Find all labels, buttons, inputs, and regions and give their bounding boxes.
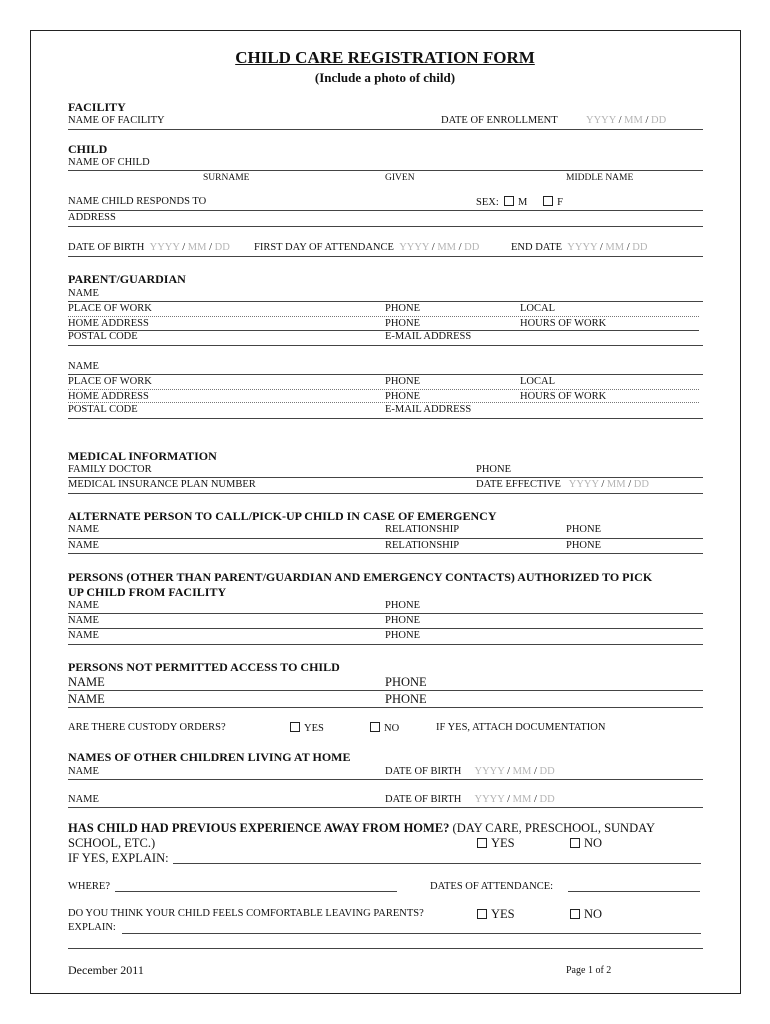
not-permitted2-phone-label: PHONE: [385, 692, 427, 706]
dates-attendance-label: DATES OF ATTENDANCE:: [430, 881, 554, 892]
other-children-heading: NAMES OF OTHER CHILDREN LIVING AT HOME: [68, 750, 351, 764]
effective-date-placeholder[interactable]: YYYY / MM / DD: [568, 479, 649, 490]
parent1-hours-label: HOURS OF WORK: [520, 318, 607, 329]
first-day-placeholder[interactable]: YYYY / MM / DD: [399, 242, 480, 253]
given-caption: GIVEN: [385, 173, 415, 183]
parent2-work-label: PLACE OF WORK: [68, 376, 152, 387]
experience-explain-label: IF YES, EXPLAIN:: [68, 851, 169, 865]
authorized1-line[interactable]: [68, 613, 703, 614]
parent1-home-phone-label: PHONE: [385, 318, 421, 329]
parent1-name-label: NAME: [68, 288, 99, 299]
responds-to-label: NAME CHILD RESPONDS TO: [68, 196, 207, 207]
form-subtitle: (Include a photo of child): [314, 70, 456, 85]
insurance-label: MEDICAL INSURANCE PLAN NUMBER: [68, 479, 256, 490]
facility-line[interactable]: [68, 129, 703, 130]
parent1-work-phone-label: PHONE: [385, 303, 421, 314]
parent1-postal-line[interactable]: [68, 345, 703, 346]
doctor-line[interactable]: [68, 477, 703, 478]
other-child1-line[interactable]: [68, 779, 703, 780]
authorized2-phone-label: PHONE: [385, 615, 421, 626]
parent2-home-phone-label: PHONE: [385, 391, 421, 402]
comfort-explain-label: EXPLAIN:: [68, 922, 116, 933]
parent2-email-label: E-MAIL ADDRESS: [385, 404, 472, 415]
alternate1-relationship-label: RELATIONSHIP: [385, 524, 460, 535]
parent2-work-line[interactable]: [68, 389, 699, 390]
alternate2-name-label: NAME: [68, 540, 99, 551]
medical-heading: MEDICAL INFORMATION: [68, 449, 217, 463]
not-permitted-heading: PERSONS NOT PERMITTED ACCESS TO CHILD: [68, 660, 340, 674]
child-name-line[interactable]: [68, 170, 703, 171]
parent1-work-label: PLACE OF WORK: [68, 303, 152, 314]
parent2-name-line[interactable]: [68, 374, 703, 375]
where-line[interactable]: [115, 891, 397, 892]
comfort-no-option: NO: [570, 907, 602, 922]
not-permitted2-name-label: NAME: [68, 692, 105, 706]
parent1-home-line[interactable]: [68, 330, 699, 331]
male-checkbox[interactable]: [504, 196, 514, 206]
not-permitted1-line[interactable]: [68, 690, 703, 691]
address-line[interactable]: [68, 226, 703, 227]
dates-attendance-line[interactable]: [568, 891, 700, 892]
dates-line[interactable]: [68, 256, 703, 257]
parent1-home-label: HOME ADDRESS: [68, 318, 149, 329]
comfort-extra-line[interactable]: [68, 948, 703, 949]
other-child2-dob-placeholder[interactable]: YYYY / MM / DD: [474, 794, 555, 805]
enrollment-date-label: DATE OF ENROLLMENT: [441, 115, 558, 126]
alternate2-phone-label: PHONE: [566, 540, 602, 551]
doctor-phone-label: PHONE: [476, 464, 512, 475]
child-heading: CHILD: [68, 142, 108, 156]
not-permitted2-line[interactable]: [68, 707, 703, 708]
custody-yes-checkbox[interactable]: [290, 722, 300, 732]
not-permitted1-phone-label: PHONE: [385, 675, 427, 689]
authorized3-name-label: NAME: [68, 630, 99, 641]
parent1-postal-label: POSTAL CODE: [68, 331, 138, 342]
authorized-heading-line1: PERSONS (OTHER THAN PARENT/GUARDIAN AND EMERGENCY CONTACTS) AUTHORIZED TO PICK: [68, 570, 653, 584]
form-title: CHILD CARE REGISTRATION FORM: [235, 48, 535, 67]
authorized3-line[interactable]: [68, 644, 703, 645]
experience-no-option: NO: [570, 836, 602, 851]
first-day-field: FIRST DAY OF ATTENDANCE YYYY / MM / DD: [254, 242, 480, 253]
surname-caption: SURNAME: [203, 173, 250, 183]
female-checkbox[interactable]: [543, 196, 553, 206]
alternate1-phone-label: PHONE: [566, 524, 602, 535]
other-child1-name-label: NAME: [68, 766, 99, 777]
parent2-postal-line[interactable]: [68, 418, 703, 419]
insurance-line[interactable]: [68, 493, 703, 494]
parent1-email-label: E-MAIL ADDRESS: [385, 331, 472, 342]
parent1-work-line[interactable]: [68, 316, 699, 317]
other-child2-line[interactable]: [68, 807, 703, 808]
authorized3-phone-label: PHONE: [385, 630, 421, 641]
parent2-home-label: HOME ADDRESS: [68, 391, 149, 402]
end-date-field: END DATE YYYY / MM / DD: [511, 242, 648, 253]
other-child1-dob-field: DATE OF BIRTH YYYY / MM / DD: [385, 766, 555, 777]
experience-yes-option: YES: [477, 836, 515, 851]
facility-heading: FACILITY: [68, 100, 126, 114]
dob-placeholder[interactable]: YYYY / MM / DD: [149, 242, 230, 253]
comfort-no-checkbox[interactable]: [570, 909, 580, 919]
parent-heading: PARENT/GUARDIAN: [68, 272, 186, 286]
comfort-question: DO YOU THINK YOUR CHILD FEELS COMFORTABLE LEAVING PARENTS?: [68, 908, 424, 919]
custody-question: ARE THERE CUSTODY ORDERS?: [68, 722, 226, 733]
experience-yes-checkbox[interactable]: [477, 838, 487, 848]
where-label: WHERE?: [68, 881, 110, 892]
authorized2-line[interactable]: [68, 628, 703, 629]
parent2-home-line[interactable]: [68, 402, 699, 403]
enrollment-date-placeholder[interactable]: YYYY / MM / DD: [586, 115, 667, 126]
effective-date-field: DATE EFFECTIVE YYYY / MM / DD: [476, 479, 649, 490]
parent1-local-label: LOCAL: [520, 303, 555, 314]
footer-page: Page 1 of 2: [566, 965, 612, 976]
alternate-heading: ALTERNATE PERSON TO CALL/PICK-UP CHILD IN CASE OF EMERGENCY: [68, 509, 497, 523]
parent2-local-label: LOCAL: [520, 376, 555, 387]
custody-yes-option: YES: [290, 722, 324, 734]
other-child2-dob-field: DATE OF BIRTH YYYY / MM / DD: [385, 794, 555, 805]
alternate2-line[interactable]: [68, 553, 703, 554]
parent2-hours-label: HOURS OF WORK: [520, 391, 607, 402]
authorized2-name-label: NAME: [68, 615, 99, 626]
parent1-name-line[interactable]: [68, 301, 703, 302]
sex-field: SEX: M F: [476, 197, 563, 208]
authorized-heading-line2: UP CHILD FROM FACILITY: [68, 585, 227, 599]
dob-field: DATE OF BIRTH YYYY / MM / DD: [68, 242, 230, 253]
address-label: ADDRESS: [68, 212, 116, 223]
parent2-postal-label: POSTAL CODE: [68, 404, 138, 415]
authorized1-phone-label: PHONE: [385, 600, 421, 611]
authorized1-name-label: NAME: [68, 600, 99, 611]
responds-line[interactable]: [68, 210, 703, 211]
comfort-yes-option: YES: [477, 907, 515, 922]
other-child2-name-label: NAME: [68, 794, 99, 805]
alternate2-relationship-label: RELATIONSHIP: [385, 540, 460, 551]
experience-question-line2: SCHOOL, ETC.): [68, 836, 156, 850]
parent2-name-label: NAME: [68, 361, 99, 372]
facility-name-label: NAME OF FACILITY: [68, 115, 165, 126]
custody-no-option: NO: [370, 722, 399, 734]
comfort-yes-checkbox[interactable]: [477, 909, 487, 919]
custody-no-checkbox[interactable]: [370, 722, 380, 732]
custody-note: IF YES, ATTACH DOCUMENTATION: [436, 722, 606, 733]
footer-date: December 2011: [68, 963, 144, 977]
middle-name-caption: MIDDLE NAME: [566, 173, 634, 183]
experience-no-checkbox[interactable]: [570, 838, 580, 848]
experience-question: HAS CHILD HAD PREVIOUS EXPERIENCE AWAY FROM HOME? (DAY CARE, PRESCHOOL, SUNDAY: [68, 821, 656, 835]
not-permitted1-name-label: NAME: [68, 675, 105, 689]
comfort-explain-line[interactable]: [122, 933, 701, 934]
parent2-work-phone-label: PHONE: [385, 376, 421, 387]
sex-label: SEX:: [476, 197, 499, 208]
other-child1-dob-placeholder[interactable]: YYYY / MM / DD: [474, 766, 555, 777]
end-date-placeholder[interactable]: YYYY / MM / DD: [567, 242, 648, 253]
alternate1-line[interactable]: [68, 538, 703, 539]
child-name-label: NAME OF CHILD: [68, 157, 150, 168]
experience-explain-line[interactable]: [173, 863, 701, 864]
alternate1-name-label: NAME: [68, 524, 99, 535]
doctor-label: FAMILY DOCTOR: [68, 464, 152, 475]
